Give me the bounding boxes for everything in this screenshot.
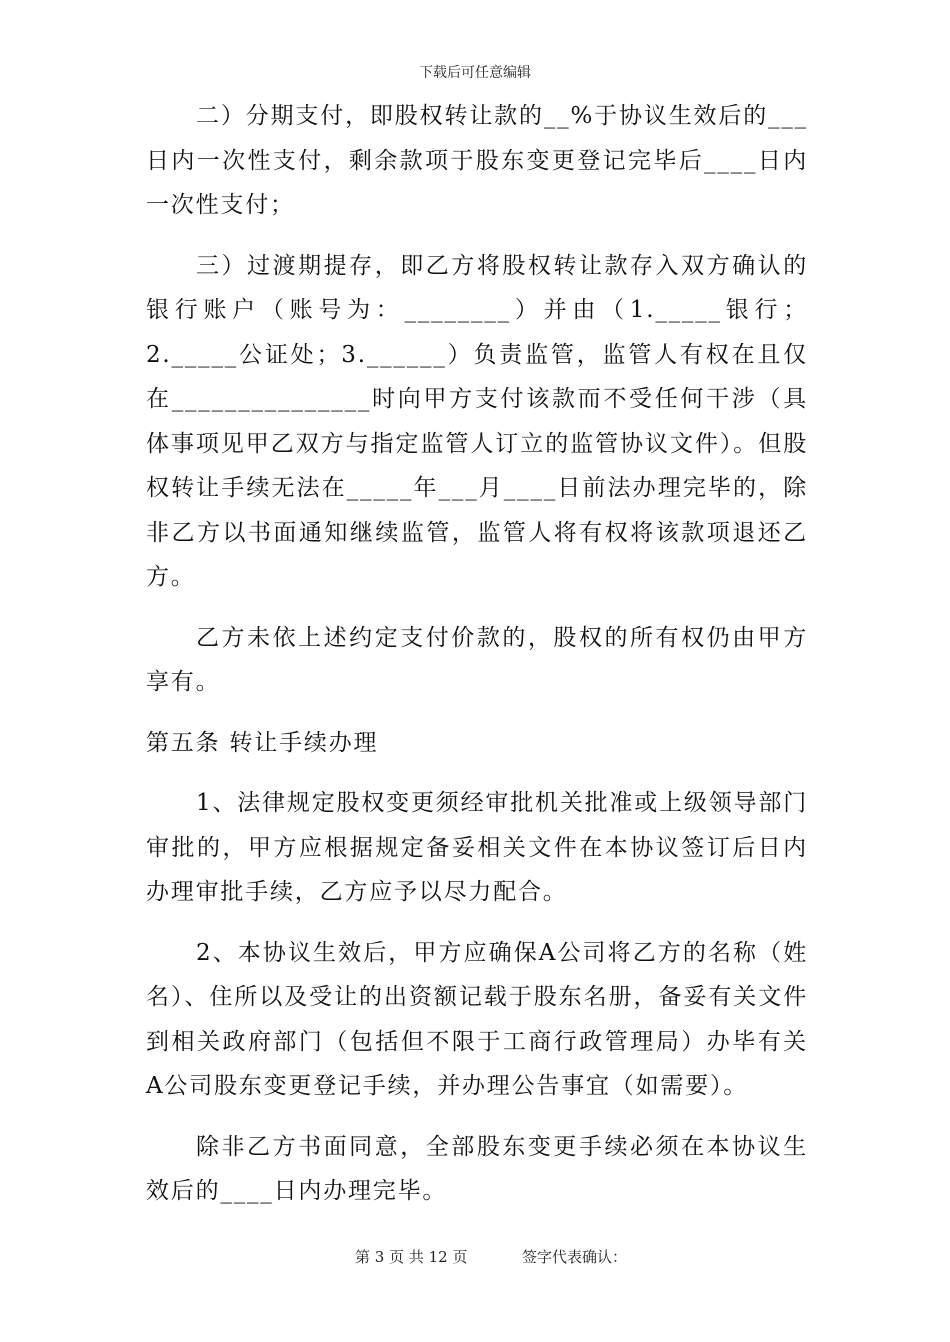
paragraph-completion-deadline: 除非乙方书面同意，全部股东变更手续必须在本协议生效后的____日内办理完毕。 (146, 1133, 808, 1204)
document-body (146, 94, 808, 1230)
paragraph-installment-payment: 二）分期支付，即股权转让款的__%于协议生效后的___日内一次性支付，剩余款项于股东变更登记完毕后____日内一次性支付； (146, 103, 808, 218)
signature-confirmation-label: 签字代表确认： (522, 1248, 628, 1266)
paragraph-ownership-retained: 乙方未依上述约定支付价款的，股权的所有权仍由甲方享有。 (146, 624, 808, 695)
paragraph-escrow: 三）过渡期提存，即乙方将股权转让款存入双方确认的银行账户（账号为：________）并由（1._____银行；2._____公证处；3.______）负责监管，监管人有权在且仅在_______________时向甲方支付该款而不受任何干涉（具体事项见甲乙双方与指定监管人订立的监管协议文件）。但股权转让手续无法在_____年___月____日前法办理完毕的，除非乙方以书面通知继续监管，监管人将有权将该款项退还乙方。 (146, 252, 808, 590)
paragraph-registration: 2、本协议生效后，甲方应确保A公司将乙方的名称（姓名）、住所以及受让的出资额记载于股东名册，备妥有关文件到相关政府部门（包括但不限于工商行政管理局）办毕有关A公司股东变更登记手续，并办理公告事宜（如需要）。 (146, 939, 808, 1099)
section-heading-article-5: 第五条 转让手续办理 (146, 729, 379, 756)
page-number: 第 3 页 共 12 页 (355, 1248, 468, 1266)
page-header: 下载后可任意编辑 (419, 65, 531, 81)
paragraph-approval-procedure: 1、法律规定股权变更须经审批机关批准或上级领导部门审批的，甲方应根据规定备妥相关文件在本协议签订后日内办理审批手续，乙方应予以尽力配合。 (146, 790, 808, 905)
